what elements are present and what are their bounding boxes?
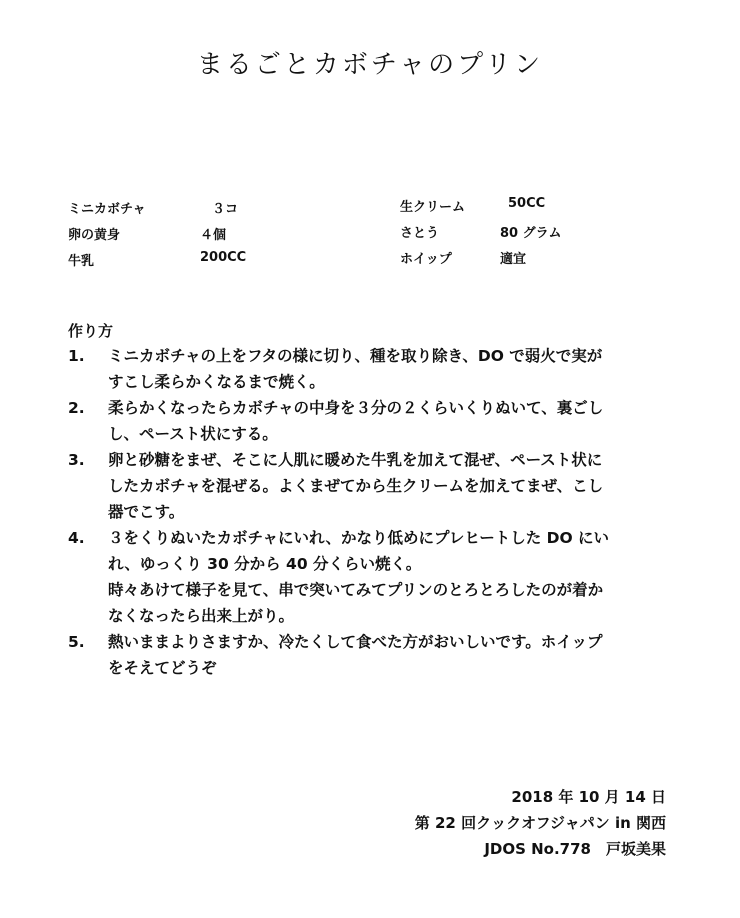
step-number: 3. [68,451,85,469]
step-item [68,525,688,629]
ingredient-amount: ３コ [212,202,239,217]
ingredient-amount: 50CC [508,196,546,211]
step-number: 4. [68,529,85,547]
ingredient-amount: 80 グラム [500,226,562,241]
step-line: れ、ゆっくり 30 分から 40 分くらい焼く。 [108,555,422,573]
step-number: 2. [68,399,85,417]
step-line: をそえてどうぞ [108,659,217,677]
ingredient-name: 卵の黄身 [68,228,121,243]
ingredient-name: 牛乳 [68,254,95,269]
step-line: 熱いままよりさますか、冷たくして食べた方がおいしいです。ホイップ [108,633,603,651]
method-heading: 作り方 [68,322,114,340]
ingredient-name: ミニカボチャ [68,202,146,217]
step-item [68,343,688,395]
ingredient-amount: 適宜 [500,252,527,267]
recipe-title: まるごとカボチャのプリン [196,50,544,80]
step-line: ミニカボチャの上をフタの様に切り、種を取り除き、DO で弱火で実が [108,347,603,365]
step-line: 時々あけて様子を見て、串で突いてみてプリンのとろとろしたのが着か [108,581,604,599]
footer-event: 第 22 回クックオフジャパン in 関西 [414,814,666,832]
step-line: なくなったら出来上がり。 [108,607,295,625]
ingredient-amount: ４個 [200,228,227,243]
step-line: したカボチャを混ぜる。よくまぜてから生クリームを加えてまぜ、こし [108,477,604,495]
step-line: 卵と砂糖をまぜ、そこに人肌に暖めた牛乳を加えて混ぜ、ペースト状に [108,451,603,469]
step-line: 器でこす。 [108,503,185,521]
step-item [68,447,688,525]
ingredient-name: 生クリーム [400,200,466,215]
step-line: ３をくりぬいたカボチャにいれ、かなり低めにプレヒートした DO にい [108,529,610,547]
footer-author: JDOS No.778 戸坂美果 [484,840,666,858]
step-number: 1. [68,347,85,365]
step-line: し、ペースト状にする。 [108,425,278,443]
ingredient-name: さとう [400,226,440,241]
step-line: 柔らかくなったらカボチャの中身を３分の２くらいくりぬいて、裏ごし [108,399,604,417]
ingredient-amount: 200CC [200,250,247,265]
step-item [68,395,688,447]
step-line: すこし柔らかくなるまで焼く。 [108,373,325,391]
step-number: 5. [68,633,85,651]
footer-date: 2018 年 10 月 14 日 [511,788,666,806]
steps-list [68,343,688,681]
ingredient-name: ホイップ [400,252,452,267]
step-item [68,629,688,681]
